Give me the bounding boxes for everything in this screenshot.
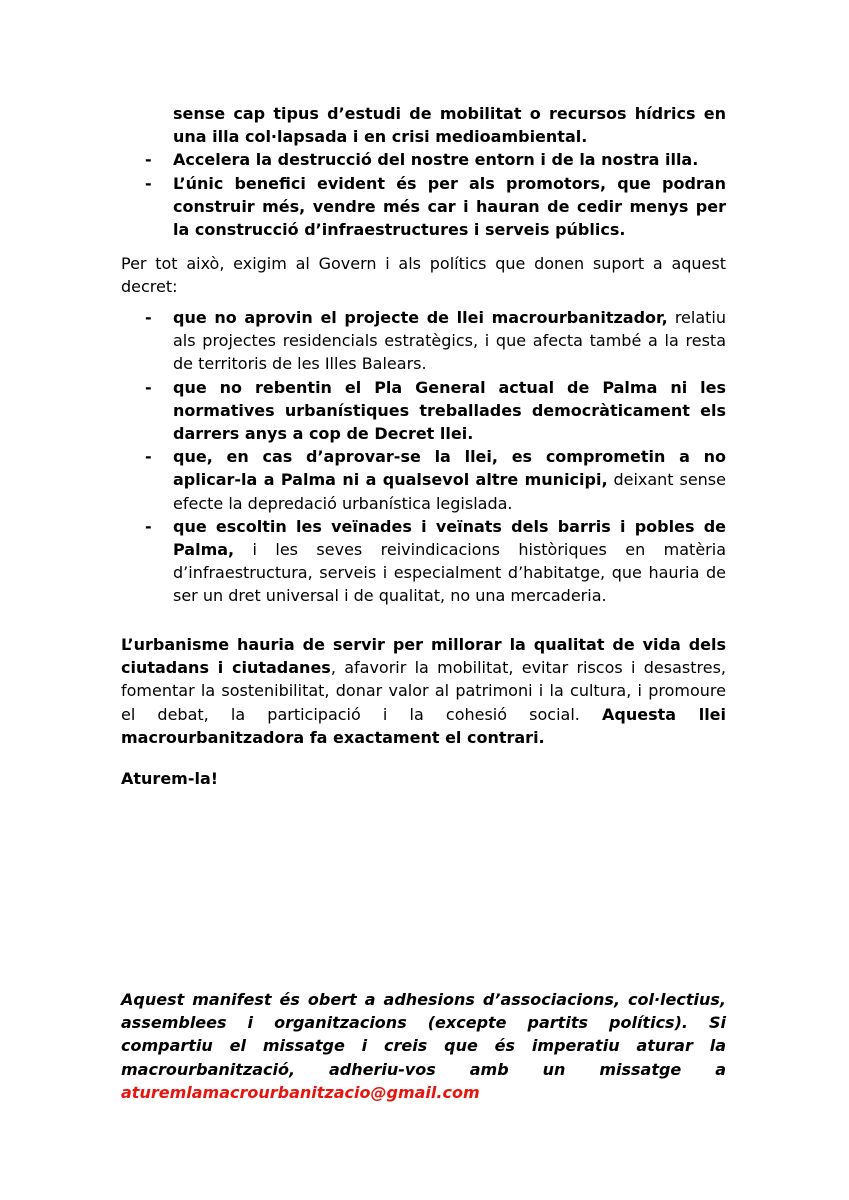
list-item	[121, 306, 726, 376]
bullet-text: Accelera la destrucció del nostre entorn i de la nostra illa.	[173, 150, 699, 170]
list-item	[121, 515, 726, 608]
list-item	[121, 445, 726, 515]
bullet-continuation: sense cap tipus d’estudi de mobilitat o recursos hídrics en una illa col·lapsada i en crisi medioambiental.	[173, 104, 726, 147]
demand-rest: deixant sense efecte la depredació urbanística legislada.	[173, 470, 726, 513]
slogan: Aturem-la!	[121, 769, 219, 788]
demand-bold: que no rebentin el Pla General actual de Palma ni les normatives urbanístiques treballades democràticament els darrers anys a cop de Decret llei.	[173, 377, 726, 444]
contact-email-link[interactable]: aturemlamacrourbanitzacio@gmail.com	[121, 1082, 480, 1102]
demand-rest: i les seves reivindicacions històriques en matèria d’infraestructura, serveis i especialment d’habitatge, que hauria de ser un dret universal i de qualitat, no una mercaderia.	[173, 540, 726, 606]
footer-section	[121, 988, 726, 1104]
list-item	[121, 148, 726, 171]
bullet-dash: -	[145, 150, 152, 170]
demand-bold: que no aprovin el projecte de llei macrourbanitzador,	[173, 308, 668, 327]
demands-list	[121, 306, 726, 608]
footer-text: Aquest manifest és obert a adhesions d’associacions, col·lectius, assemblees i organitzacions (excepte partits polítics). Si compartiu el missatge i creis que és imperatiu aturar la macrourbanització, adheriu-vos amb un missatge a	[121, 990, 726, 1079]
footer-paragraph	[121, 988, 726, 1104]
list-item	[121, 376, 726, 446]
closing-middle: , afavorir la mobilitat, evitar riscos i desastres, fomentar la sostenibilitat, donar valor al patrimoni i la cultura, i promoure el debat, la participació i la cohesió social.	[121, 658, 726, 724]
intro-section	[121, 252, 726, 298]
closing-paragraph	[121, 633, 726, 749]
top-section	[121, 102, 726, 241]
top-bullet-list	[121, 148, 726, 241]
demands-section	[121, 306, 726, 608]
bullet-dash: -	[145, 308, 152, 327]
demand-bold: que escoltin les veïnades i veïnats dels barris i pobles de Palma,	[173, 516, 726, 560]
closing-bold-end: Aquesta llei macrourbanitzadora fa exactament el contrari.	[121, 704, 727, 747]
list-item	[121, 172, 726, 242]
intro-paragraph: Per tot això, exigim al Govern i als polítics que donen suport a aquest decret:	[121, 254, 726, 297]
demand-bold: que, en cas d’aprovar-se la llei, es comprometin a no aplicar-la a Palma ni a qualsevol altre municipi,	[173, 447, 726, 490]
closing-section	[121, 633, 726, 749]
closing-bold-start: L’urbanisme hauria de servir per millorar la qualitat de vida dels ciutadans i ciutadanes	[121, 635, 726, 678]
bullet-dash: -	[145, 447, 152, 467]
bullet-dash: -	[145, 377, 152, 397]
slogan-section	[121, 767, 726, 790]
bullet-dash: -	[145, 173, 152, 193]
demand-rest: relatiu als projectes residencials estratègics, i que afecta també a la resta de territoris de les Illes Balears.	[173, 308, 727, 374]
bullet-text: L’únic benefici evident és per als promotors, que podran construir més, vendre més car i hauran de cedir menys per la construcció d’infraestructures i serveis públics.	[173, 173, 726, 240]
bullet-dash: -	[145, 516, 152, 536]
